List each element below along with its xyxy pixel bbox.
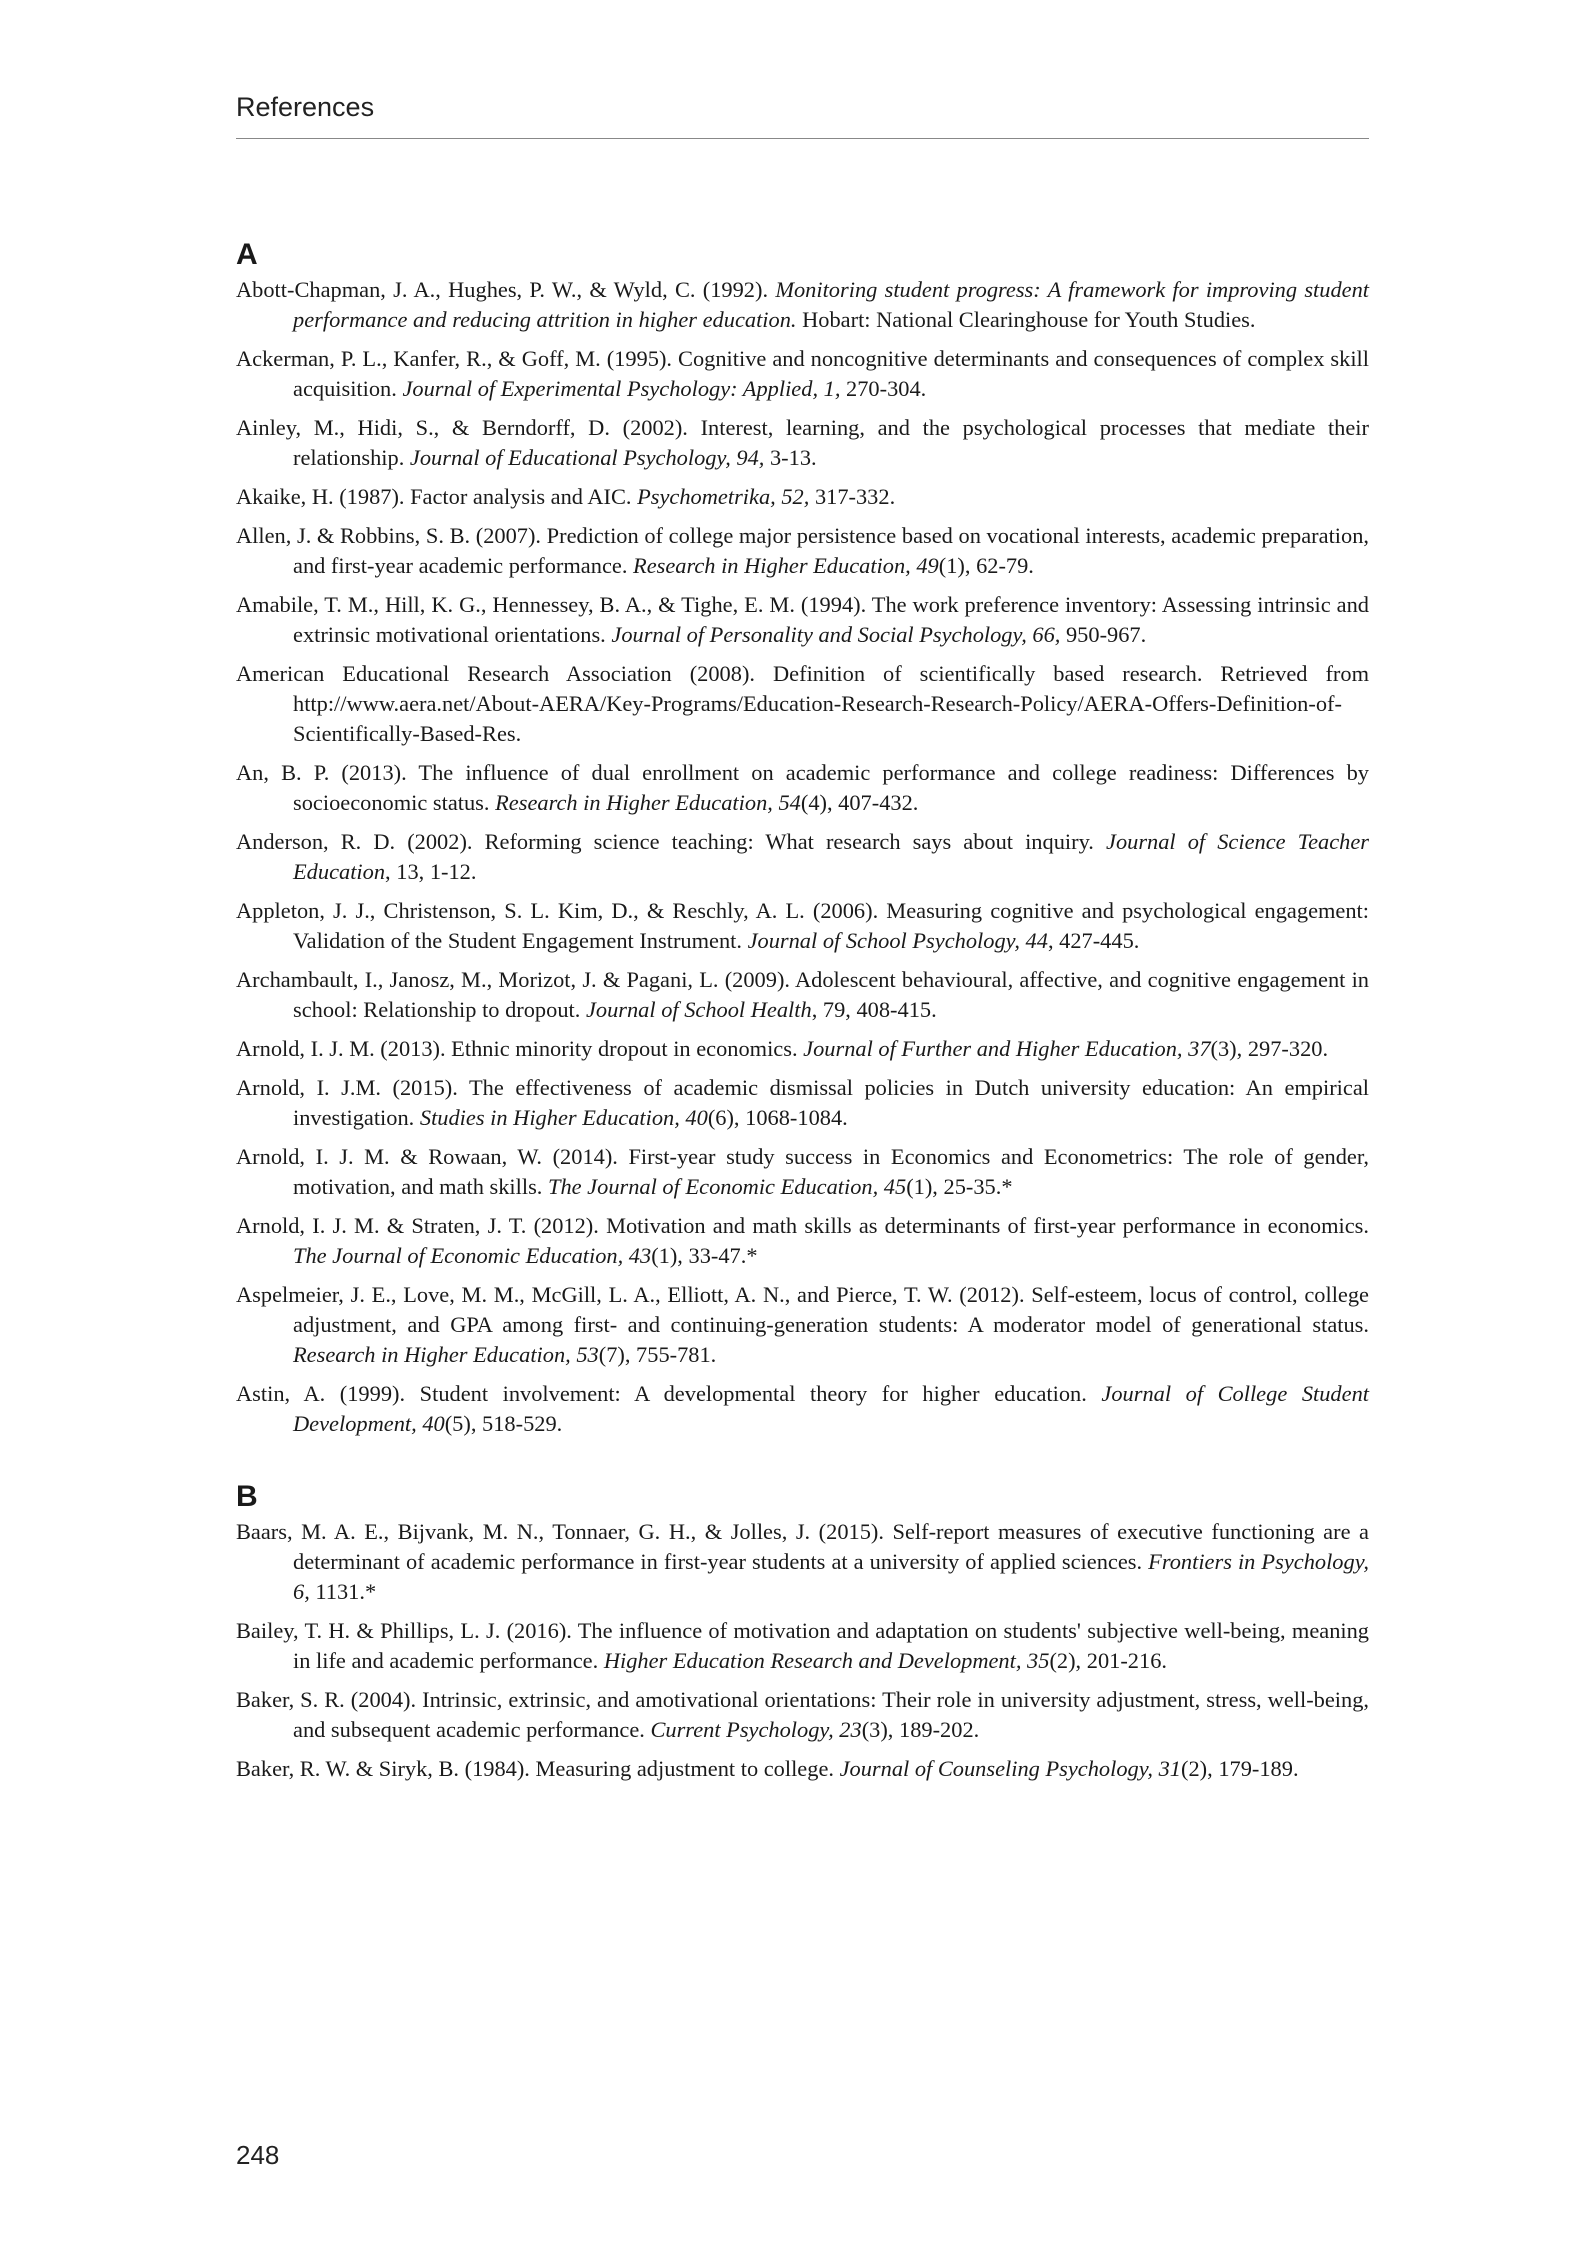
reference-entry xyxy=(236,896,1369,956)
section-letter-b: B xyxy=(236,1480,258,1513)
reference-source: The Journal of Economic Education, 45 xyxy=(548,1174,907,1199)
reference-entry xyxy=(236,1142,1369,1202)
reference-pages: (3), 297-320. xyxy=(1210,1036,1329,1061)
reference-text: Bailey, T. H. & Phillips, L. J. (2016). The influence of motivation and adaptation on students' subjective well-being, meaning in life and academic performance. xyxy=(236,1618,1369,1673)
reference-source: Journal of Personality and Social Psychology, 66, xyxy=(611,622,1061,647)
reference-text: Arnold, I. J.M. (2015). The effectiveness of academic dismissal policies in Dutch university education: An empirical investigation. xyxy=(236,1075,1369,1130)
reference-source: Frontiers in Psychology, 6, xyxy=(293,1549,1369,1604)
reference-source: Higher Education Research and Development, 35 xyxy=(603,1648,1050,1673)
reference-text: Baker, S. R. (2004). Intrinsic, extrinsic, and amotivational orientations: Their role in university adjustment, stress, well-being, and subsequent academic performance. xyxy=(236,1687,1369,1742)
header-rule xyxy=(236,138,1369,139)
reference-source: Research in Higher Education, 49 xyxy=(633,553,939,578)
reference-pages: (2), 201-216. xyxy=(1049,1648,1167,1673)
reference-source: Monitoring student progress: A framework for improving student performance and reducing attrition in higher education. xyxy=(293,277,1370,332)
reference-pages: 950-967. xyxy=(1060,622,1147,647)
reference-text: Appleton, J. J., Christenson, S. L. Kim, D., & Reschly, A. L. (2006). Measuring cognitive and psychological engagement: Validation of the Student Engagement Instrument. xyxy=(236,898,1369,953)
reference-source: Research in Higher Education, 54 xyxy=(495,790,801,815)
reference-pages: (3), 189-202. xyxy=(861,1717,980,1742)
reference-text: Baker, R. W. & Siryk, B. (1984). Measuring adjustment to college. xyxy=(236,1756,840,1781)
reference-text: Aspelmeier, J. E., Love, M. M., McGill, L. A., Elliott, A. N., and Pierce, T. W. (2012). Self-esteem, locus of control, college adjustment, and GPA among first- and continuing-generation students: A moderator model of generational status. xyxy=(236,1282,1369,1337)
reference-text: Arnold, I. J. M. & Straten, J. T. (2012). Motivation and math skills as determinants of first-year performance in economics. xyxy=(236,1213,1369,1238)
reference-text: Baars, M. A. E., Bijvank, M. N., Tonnaer, G. H., & Jolles, J. (2015). Self-report measures of executive functioning are a determinant of academic performance in first-year students at a university of applied sciences. xyxy=(236,1519,1369,1574)
reference-text: Ainley, M., Hidi, S., & Berndorff, D. (2002). Interest, learning, and the psychological processes that mediate their relationship. xyxy=(236,415,1369,470)
section-a-entries xyxy=(236,275,1369,1439)
reference-source: Psychometrika, 52, xyxy=(637,484,810,509)
reference-text: Anderson, R. D. (2002). Reforming science teaching: What research says about inquiry. xyxy=(236,829,1106,854)
reference-entry xyxy=(236,1379,1369,1439)
reference-pages: (1), 25-35.* xyxy=(906,1174,1013,1199)
reference-pages: Hobart: National Clearinghouse for Youth Studies. xyxy=(796,307,1256,332)
reference-entry xyxy=(236,482,1369,512)
reference-source: Journal of Educational Psychology, 94, xyxy=(409,445,765,470)
reference-entry xyxy=(236,1280,1369,1370)
reference-entry xyxy=(236,1211,1369,1271)
reference-pages: , 427-445. xyxy=(1047,928,1140,953)
reference-text: Akaike, H. (1987). Factor analysis and AIC. xyxy=(236,484,638,509)
reference-pages: (1), 33-47.* xyxy=(651,1243,758,1268)
reference-source: Current Psychology, 23 xyxy=(650,1717,862,1742)
page-number: 248 xyxy=(236,2140,280,2170)
running-head: References xyxy=(236,92,375,122)
reference-source: Studies in Higher Education, 40 xyxy=(419,1105,708,1130)
reference-pages: 270-304. xyxy=(840,376,927,401)
reference-text: Arnold, I. J. M. (2013). Ethnic minority dropout in economics. xyxy=(236,1036,804,1061)
reference-entry xyxy=(236,344,1369,404)
reference-pages: 1131.* xyxy=(309,1579,377,1604)
reference-pages: , 13, 1-12. xyxy=(385,859,477,884)
reference-pages: (7), 755-781. xyxy=(598,1342,717,1367)
reference-text: An, B. P. (2013). The influence of dual enrollment on academic performance and college readiness: Differences by socioeconomic status. xyxy=(236,760,1369,815)
reference-entry xyxy=(236,965,1369,1025)
reference-text: Allen, J. & Robbins, S. B. (2007). Prediction of college major persistence based on vocational interests, academic preparation, and first-year academic performance. xyxy=(236,523,1369,578)
reference-source: Research in Higher Education, 53 xyxy=(293,1342,599,1367)
reference-text: American Educational Research Association (2008). Definition of scientifically based research. Retrieved from http://www.aera.net/About-AERA/Key-Programs/Education-Research-Research-Policy/AERA-Offers-Definition-of-Scientifically-Based-Res. xyxy=(236,661,1369,746)
reference-text: Ackerman, P. L., Kanfer, R., & Goff, M. (1995). Cognitive and noncognitive determinants and consequences of complex skill acquisition. xyxy=(236,346,1369,401)
reference-entry xyxy=(236,758,1369,818)
reference-entry xyxy=(236,1754,1369,1784)
reference-entry xyxy=(236,1517,1369,1607)
reference-entry xyxy=(236,1073,1369,1133)
reference-pages: (2), 179-189. xyxy=(1181,1756,1299,1781)
reference-entry xyxy=(236,827,1369,887)
reference-entry xyxy=(236,590,1369,650)
reference-text: Abott-Chapman, J. A., Hughes, P. W., & Wyld, C. (1992). xyxy=(236,277,776,302)
reference-text: Amabile, T. M., Hill, K. G., Hennessey, B. A., & Tighe, E. M. (1994). The work preference inventory: Assessing intrinsic and extrinsic motivational orientations. xyxy=(236,592,1369,647)
reference-pages: , 79, 408-415. xyxy=(811,997,937,1022)
section-b-entries xyxy=(236,1517,1369,1784)
reference-pages: (1), 62-79. xyxy=(938,553,1034,578)
reference-text: Astin, A. (1999). Student involvement: A developmental theory for higher education. xyxy=(236,1381,1102,1406)
reference-entry xyxy=(236,1034,1369,1064)
reference-source: Journal of School Health xyxy=(585,997,812,1022)
reference-source: Journal of Further and Higher Education, 37 xyxy=(803,1036,1211,1061)
reference-entry xyxy=(236,521,1369,581)
reference-pages: 3-13. xyxy=(764,445,817,470)
reference-source: The Journal of Economic Education, 43 xyxy=(293,1243,652,1268)
reference-entry xyxy=(236,275,1369,335)
reference-pages: (4), 407-432. xyxy=(800,790,919,815)
reference-source: Journal of Experimental Psychology: Applied, 1, xyxy=(402,376,841,401)
reference-text: Arnold, I. J. M. & Rowaan, W. (2014). First-year study success in Economics and Econometrics: The role of gender, motivation, and math skills. xyxy=(236,1144,1369,1199)
reference-entry xyxy=(236,1616,1369,1676)
reference-text: Archambault, I., Janosz, M., Morizot, J. & Pagani, L. (2009). Adolescent behavioural, affective, and cognitive engagement in school: Relationship to dropout. xyxy=(236,967,1369,1022)
reference-source: Journal of Science Teacher Education xyxy=(293,829,1370,884)
reference-pages: (5), 518-529. xyxy=(444,1411,563,1436)
reference-entry xyxy=(236,413,1369,473)
reference-list xyxy=(236,237,1369,1793)
reference-source: Journal of College Student Development, 40 xyxy=(293,1381,1369,1436)
reference-pages: (6), 1068-1084. xyxy=(707,1105,848,1130)
reference-entry xyxy=(236,659,1369,749)
reference-source: Journal of School Psychology, 44 xyxy=(747,928,1048,953)
reference-entry xyxy=(236,1685,1369,1745)
reference-source: Journal of Counseling Psychology, 31 xyxy=(839,1756,1182,1781)
reference-pages: 317-332. xyxy=(809,484,896,509)
section-letter-a: A xyxy=(236,238,258,271)
